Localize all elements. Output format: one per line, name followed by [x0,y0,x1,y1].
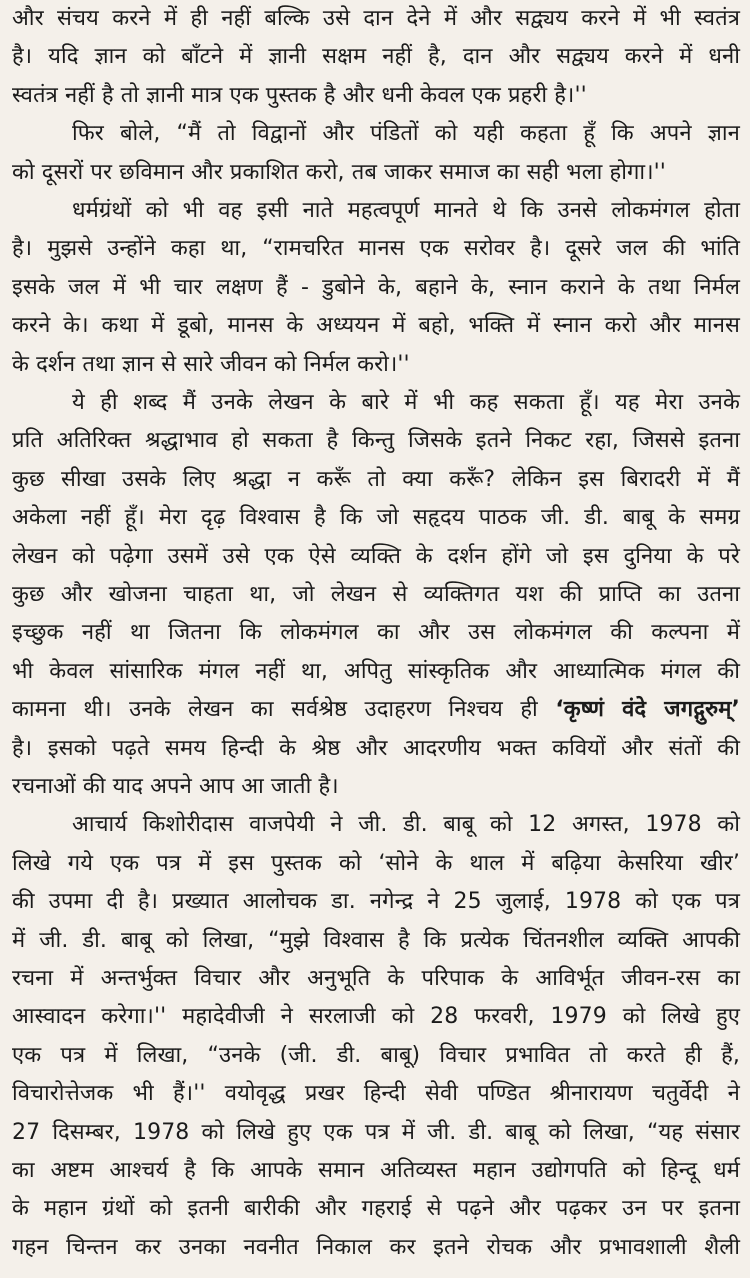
line-text: आस्वादन करेगा।'' महादेवीजी ने सरलाजी को 28 फरवरी, 1979 को लिखे हुए [12,1004,740,1030]
text-line [12,578,740,612]
line-text: के महान ग्रंथों को इतनी बारीकी और गहराई से पढ़ने और पढ़कर उन पर इतना [12,1196,740,1222]
text-line [12,424,740,458]
text-line [12,1077,740,1111]
book-title: ‘कृष्णं वंदे जगद्गुरुम्’ [555,697,741,723]
line-text: ये ही शब्द मैं उनके लेखन के बारे में भी कह सकता हूँ। यह मेरा उनके [72,390,740,415]
text-line [12,924,740,958]
line-text: में जी. डी. बाबू को लिखा, “मुझे विश्वास है कि प्रत्येक चिंतनशील व्यक्ति आपकी [12,927,740,953]
line-text: है। इसको पढ़ते समय हिन्दी के श्रेष्ठ और आदरणीय भक्त कवियों और संतों की [12,735,740,761]
line-text: और संचय करने में ही नहीं बल्कि उसे दान देने में और सद्व्यय करने में भी स्वतंत्र [12,6,740,31]
text-line [12,962,740,996]
text-line [12,1000,740,1034]
line-text: का अष्टम आश्चर्य है कि आपके समान अतिव्यस्त महान उद्योगपति को हिन्दू धर्म [12,1158,740,1183]
line-text: रचना में अन्तर्भुक्त विचार और अनुभूति के परिपाक के आविर्भूत जीवन-रस का [12,966,740,991]
line-text: प्रति अतिरिक्त श्रद्धाभाव हो सकता है किन्तु जिसके इतने निकट रहा, जिससे इतना [12,428,740,454]
line-text: इच्छुक नहीं था जितना कि लोकमंगल का और उस लोकमंगल की कल्पना में [12,620,740,646]
line-text: की उपमा दी है। प्रख्यात आलोचक डा. नगेन्द्र ने 25 जुलाई, 1978 को एक पत्र [12,889,740,915]
text-line [12,271,740,305]
line-text: कुछ सीखा उसके लिए श्रद्धा न करूँ तो क्या करूँ? लेकिन इस बिरादरी में मैं [12,466,740,492]
text-line [12,40,740,74]
text-line [12,885,740,919]
text-line [12,540,740,574]
line-text: कामना थी। उनके लेखन का सर्वश्रेष्ठ उदाहरण निश्चय ही [12,697,538,723]
text-line [12,655,740,689]
line-text: है। मुझसे उन्होंने कहा था, “रामचरित मानस एक सरोवर है। दूसरे जल की भांति [12,236,740,262]
text-line [12,79,740,113]
text-line [12,348,740,382]
line-text: करने के। कथा में डूबो, मानस के अध्ययन में बहो, भक्ति में स्नान करो और मानस [12,313,740,339]
line-text: विचारोत्तेजक भी हैं।'' वयोवृद्ध प्रखर हिन्दी सेवी पण्डित श्रीनारायण चतुर्वेदी ने [12,1081,740,1107]
text-line [12,156,740,190]
line-text: को दूसरों पर छविमान और प्रकाशित करो, तब जाकर समाज का सही भला होगा।'' [12,159,666,185]
text-line [12,693,740,727]
line-text: स्वतंत्र नहीं है तो ज्ञानी मात्र एक पुस्तक है और धनी केवल एक प्रहरी है।'' [12,82,587,108]
text-line [12,309,740,343]
line-text: इसके जल में भी चार लक्षण हैं - डुबोने के, बहाने के, स्नान कराने के तथा निर्मल [12,274,740,300]
text-line [12,1231,740,1265]
line-text: भी केवल सांसारिक मंगल नहीं था, अपितु सांस्कृतिक और आध्यात्मिक मंगल की [12,658,740,684]
text-line [72,386,740,420]
line-text: धर्मग्रंथों को भी वह इसी नाते महत्वपूर्ण मानते थे कि उनसे लोकमंगल होता [72,198,740,223]
line-text: फिर बोले, “मैं तो विद्वानों और पंडितों को यही कहता हूँ कि अपने ज्ञान [72,121,740,147]
text-line [12,732,740,766]
line-text: कुछ और खोजना चाहता था, जो लेखन से व्यक्तिगत यश की प्राप्ति का उतना [12,582,740,607]
line-text: रचनाओं की याद अपने आप आ जाती है। [12,774,339,799]
text-line [12,1192,740,1226]
text-line [72,808,740,842]
line-text: 27 दिसम्बर, 1978 को लिखे हुए एक पत्र में जी. डी. बाबू को लिखा, “यह संसार [12,1119,740,1145]
text-line [72,117,740,151]
text-line [12,770,740,804]
line-text: लिखे गये एक पत्र में इस पुस्तक को ‘सोने के थाल में बढ़िया केसरिया खीर’ [12,850,740,876]
text-line [12,232,740,266]
text-line [12,1116,740,1150]
text-line [12,463,740,497]
text-line [12,501,740,535]
text-line [72,194,740,228]
line-text: के दर्शन तथा ज्ञान से सारे जीवन को निर्मल करो।'' [12,351,410,377]
text-line [12,847,740,881]
text-line [12,2,740,36]
line-text: अकेला नहीं हूँ। मेरा दृढ़ विश्वास है कि जो सहृदय पाठक जी. डी. बाबू के समग्र [12,505,740,531]
line-text: एक पत्र में लिखा, “उनके (जी. डी. बाबू) विचार प्रभावित तो करते ही हैं, [12,1042,740,1068]
text-line [12,616,740,650]
line-text: है। यदि ज्ञान को बाँटने में ज्ञानी सक्षम नहीं है, दान और सद्व्यय करने में धनी [12,44,740,70]
text-line [12,1154,740,1188]
text-line [12,1039,740,1073]
line-text: गहन चिन्तन कर उनका नवनीत निकाल कर इतने रोचक और प्रभावशाली शैली [12,1234,740,1260]
line-text: लेखन को पढ़ेगा उसमें उसे एक ऐसे व्यक्ति के दर्शन होंगे जो इस दुनिया के परे [12,543,740,569]
line-text: आचार्य किशोरीदास वाजपेयी ने जी. डी. बाबू को 12 अगस्त, 1978 को [72,812,740,838]
